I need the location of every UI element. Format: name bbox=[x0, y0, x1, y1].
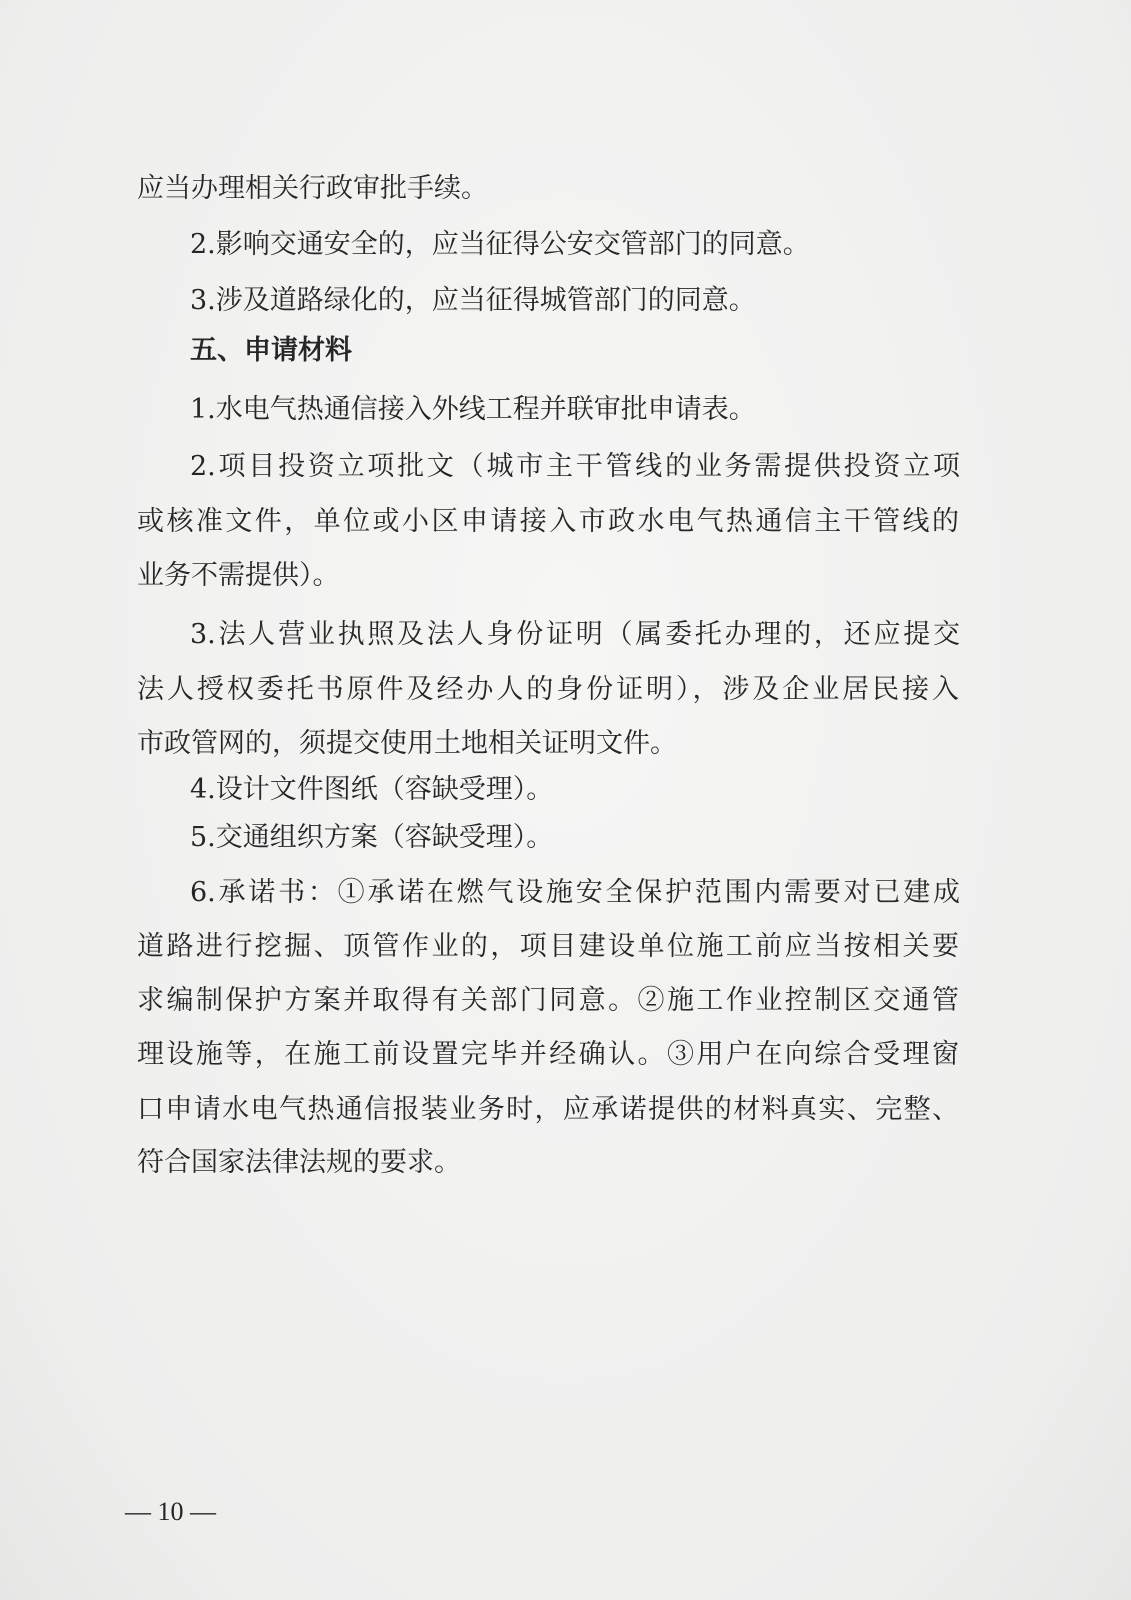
paragraph-line: 4.设计文件图纸（容缺受理）。 bbox=[190, 774, 554, 805]
paragraph-line: 理设施等，在施工前设置完毕并经确认。③用户在向综合受理窗 bbox=[137, 1039, 959, 1070]
section-heading: 五、申请材料 bbox=[190, 335, 352, 366]
paragraph-line: 1.水电气热通信接入外线工程并联审批申请表。 bbox=[190, 394, 756, 425]
paragraph-line: 2.影响交通安全的，应当征得公安交管部门的同意。 bbox=[190, 229, 810, 260]
paragraph-line: 6.承诺书：①承诺在燃气设施安全保护范围内需要对已建成 bbox=[190, 877, 960, 908]
paragraph-line: 3.涉及道路绿化的，应当征得城管部门的同意。 bbox=[190, 285, 756, 316]
paragraph-line: 法人授权委托书原件及经办人的身份证明），涉及企业居民接入 bbox=[137, 674, 959, 705]
paragraph-line: 业务不需提供）。 bbox=[137, 560, 340, 591]
paragraph-line: 3.法人营业执照及法人身份证明（属委托办理的，还应提交 bbox=[190, 619, 960, 650]
paragraph-line: 市政管网的，须提交使用土地相关证明文件。 bbox=[137, 728, 677, 759]
paragraph-line: 5.交通组织方案（容缺受理）。 bbox=[190, 822, 554, 853]
paragraph-line: 符合国家法律法规的要求。 bbox=[137, 1147, 461, 1178]
paragraph-line: 或核准文件，单位或小区申请接入市政水电气热通信主干管线的 bbox=[137, 506, 959, 537]
paragraph-line: 2.项目投资立项批文（城市主干管线的业务需提供投资立项 bbox=[190, 451, 960, 482]
paragraph-line: 求编制保护方案并取得有关部门同意。②施工作业控制区交通管 bbox=[137, 985, 959, 1016]
paragraph-line: 口申请水电气热通信报装业务时，应承诺提供的材料真实、完整、 bbox=[137, 1094, 959, 1125]
paragraph-line: 道路进行挖掘、顶管作业的，项目建设单位施工前应当按相关要 bbox=[137, 931, 959, 962]
page-number: — 10 — bbox=[125, 1497, 216, 1526]
paragraph-line: 应当办理相关行政审批手续。 bbox=[137, 173, 488, 204]
